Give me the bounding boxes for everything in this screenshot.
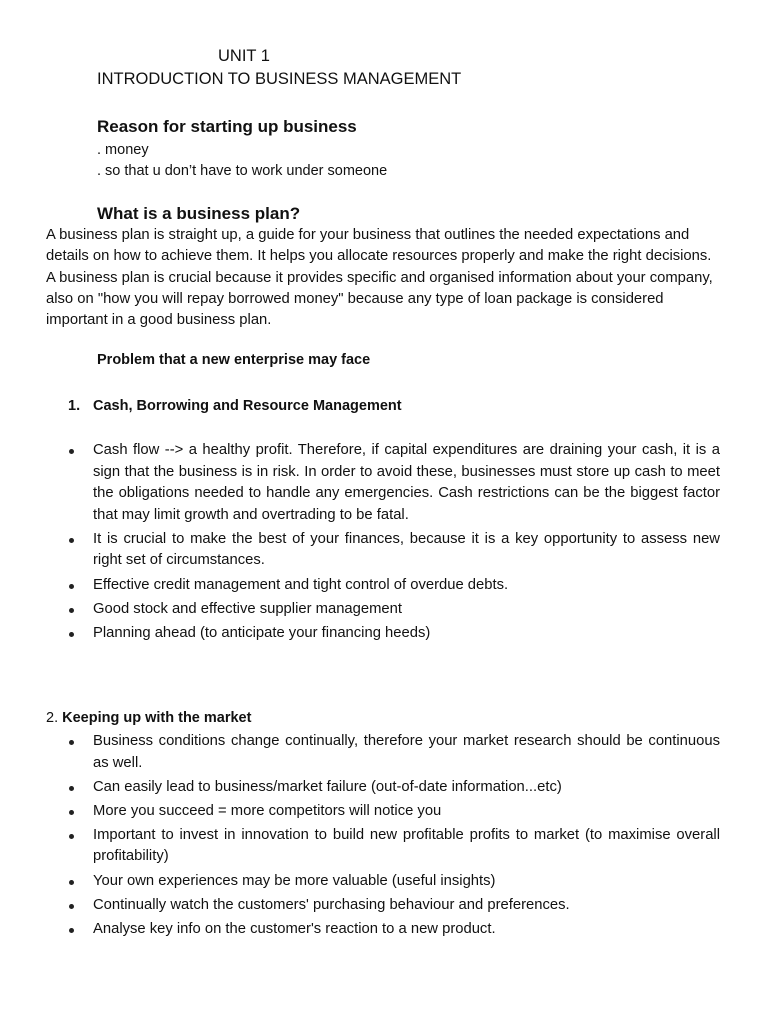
list-item — [68, 801, 720, 823]
list-item-text: Important to invest in innovation to build new profitable profits to market (to maximise overall profitability) — [93, 826, 720, 865]
unit-label: UNIT 1 — [218, 47, 270, 65]
bullet-icon — [69, 740, 74, 745]
section-2-heading — [46, 708, 251, 730]
section-1-heading — [68, 396, 402, 418]
list-item-text: Business conditions change continually, therefore your market research should be continuous as well. — [93, 733, 720, 771]
bullet-icon — [69, 538, 74, 543]
list-item — [68, 575, 720, 597]
business-plan-heading: What is a business plan? — [97, 204, 301, 223]
list-item — [68, 895, 720, 917]
bullet-icon — [69, 449, 74, 454]
bullet-icon — [69, 608, 74, 613]
section-2-number: 2. — [46, 710, 59, 726]
bullet-icon — [69, 786, 74, 791]
section-2-title: Keeping up with the market — [62, 710, 252, 726]
list-item — [68, 440, 720, 526]
list-item-text: Planning ahead (to anticipate your financing heeds) — [93, 624, 431, 641]
reason-item: . money — [97, 142, 149, 158]
list-item — [68, 825, 720, 868]
bullet-icon — [69, 904, 74, 909]
list-item — [68, 871, 720, 893]
bullet-icon — [69, 880, 74, 885]
list-item-text: It is crucial to make the best of your finances, because it is a key opportunity to assess new right set of circumstances. — [93, 530, 720, 569]
reason-item: . so that u don’t have to work under someone — [97, 163, 388, 179]
list-item — [68, 731, 720, 774]
list-item-text: Good stock and effective supplier management — [93, 600, 403, 617]
section-2-bullet-list — [68, 731, 720, 943]
list-item — [68, 529, 720, 572]
bullet-icon — [69, 632, 74, 637]
list-item-text: Analyse key info on the customer's reaction to a new product. — [93, 920, 496, 937]
document-title: INTRODUCTION TO BUSINESS MANAGEMENT — [97, 70, 462, 88]
business-plan-paragraph: A business plan is straight up, a guide for your business that outlines the needed expectations and details on how to achieve them. It helps you allocate resources properly and make the right decisions. A business plan is crucial because it provides specific and organised information about your company, also on "how you will repay borrowed money" because any type of loan package is considered important in a good business plan. — [46, 227, 713, 329]
section-1-title: Cash, Borrowing and Resource Management — [93, 398, 402, 414]
reasons-list — [97, 140, 387, 182]
list-item-text: More you succeed = more competitors will notice you — [93, 802, 442, 819]
list-item — [68, 777, 720, 799]
list-item-text: Continually watch the customers' purchasing behaviour and preferences. — [93, 896, 570, 913]
section-1-bullet-list — [68, 440, 720, 647]
bullet-icon — [69, 584, 74, 589]
reasons-heading: Reason for starting up business — [97, 117, 357, 136]
section-1-number: 1. — [68, 398, 81, 414]
bullet-icon — [69, 834, 74, 839]
list-item-text: Effective credit management and tight control of overdue debts. — [93, 576, 509, 593]
list-item-text: Can easily lead to business/market failure (out-of-date information...etc) — [93, 778, 562, 795]
list-item-text: Your own experiences may be more valuable (useful insights) — [93, 872, 496, 889]
bullet-icon — [69, 810, 74, 815]
list-item — [68, 599, 720, 621]
bullet-icon — [69, 928, 74, 933]
problems-heading: Problem that a new enterprise may face — [97, 352, 371, 368]
list-item — [68, 919, 720, 941]
list-item — [68, 623, 720, 645]
list-item-text: Cash flow --> a healthy profit. Therefore, if capital expenditures are draining your cash, it is a sign that the business is in risk. In order to avoid these, businesses must store up cash to meet the obligations needed to handle any emergencies. Cash restrictions can be the biggest factor that may limit growth and overtrading to be fatal. — [93, 442, 720, 523]
